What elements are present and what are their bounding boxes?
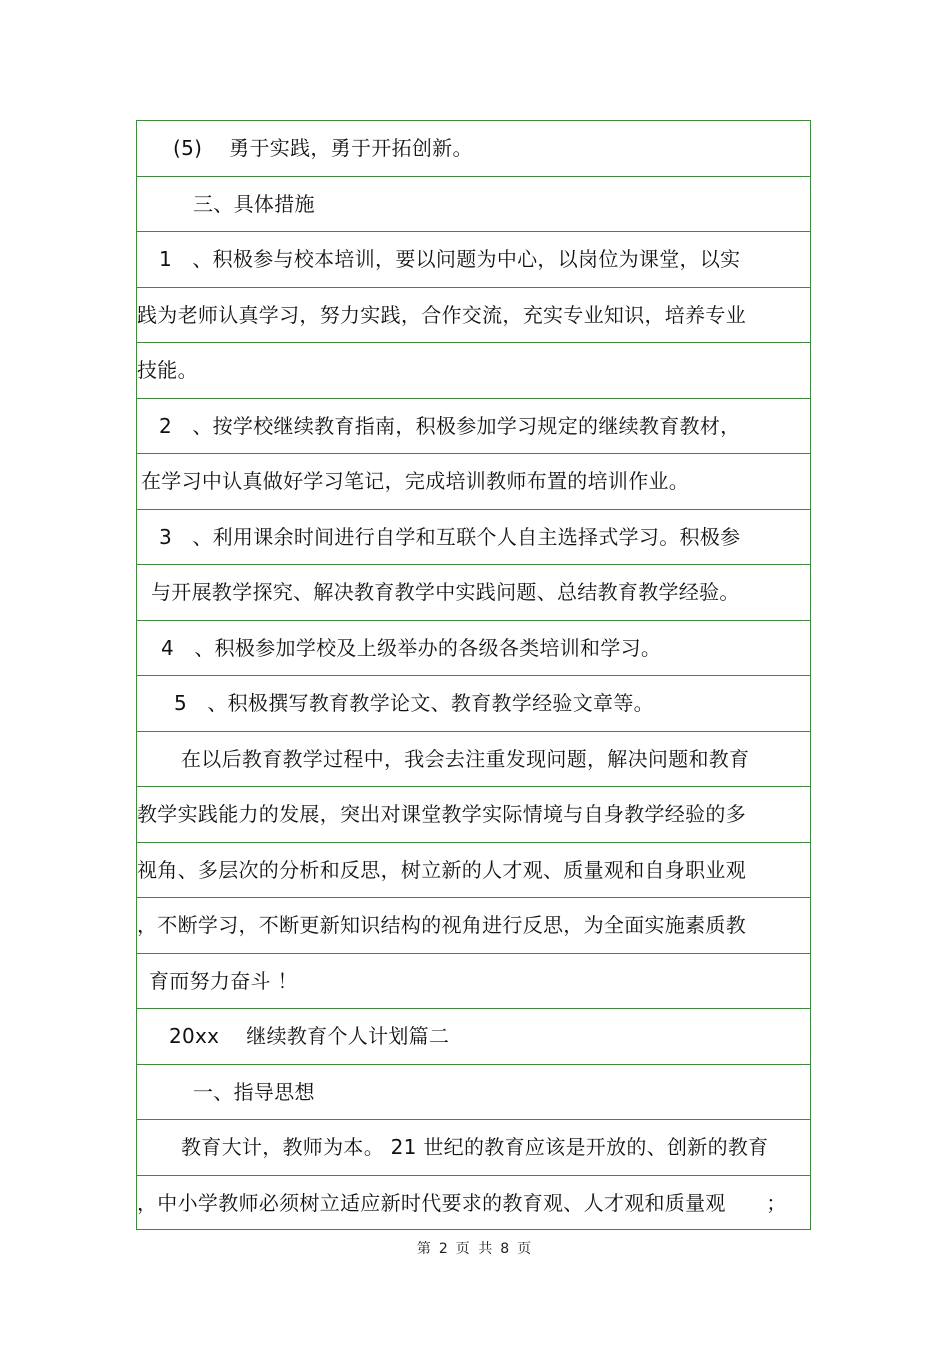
text-row	[137, 954, 810, 1010]
text-frame	[136, 120, 811, 1230]
text-row	[137, 121, 810, 177]
text-row	[137, 732, 810, 788]
text-row	[137, 565, 810, 621]
text-line: 在以后教育教学过程中，我会去注重发现问题，解决问题和教育	[181, 746, 750, 771]
text-line: 视角、多层次的分析和反思，树立新的人才观、质量观和自身职业观	[137, 857, 746, 882]
text-row	[137, 232, 810, 288]
footer-prefix: 第	[416, 1241, 433, 1257]
section-title: 20xx 继续教育个人计划篇二	[169, 1024, 450, 1048]
text-line: 技能。	[137, 358, 198, 382]
text-line: 3 、利用课余时间进行自学和互联个人自主选择式学习。积极参	[159, 524, 741, 549]
text-line: 5 、积极撰写教育教学论文、教育教学经验文章等。	[174, 691, 654, 715]
text-line: 教育大计，教师为本。 21 世纪的教育应该是开放的、创新的教育	[181, 1135, 769, 1159]
footer-middle: 页 共	[455, 1241, 495, 1257]
text-row	[137, 399, 810, 455]
text-line: 与开展教学探究、解决教育教学中实践问题、总结教育教学经验。	[151, 580, 740, 604]
text-row	[137, 676, 810, 732]
text-line: 在学习中认真做好学习笔记，完成培训教师布置的培训作业。	[141, 469, 690, 493]
text-row	[137, 1009, 810, 1065]
text-line: 4 、积极参加学校及上级举办的各级各类培训和学习。	[161, 635, 662, 660]
page-footer	[0, 1238, 950, 1258]
text-row	[137, 510, 810, 566]
text-row	[137, 1176, 810, 1232]
text-line: (5) 勇于实践，勇于开拓创新。	[173, 136, 473, 160]
text-line: ，不断学习，不断更新知识结构的视角进行反思，为全面实施素质教	[137, 913, 746, 937]
text-row	[137, 177, 810, 233]
text-line: 1 、积极参与校本培训，要以问题为中心，以岗位为课堂，以实	[159, 247, 741, 271]
text-row	[137, 898, 810, 954]
text-row	[137, 1120, 810, 1176]
text-line: 教学实践能力的发展，突出对课堂教学实际情境与自身教学经验的多	[137, 802, 746, 826]
current-page-number: 2	[438, 1241, 450, 1257]
text-row	[137, 621, 810, 677]
section-heading: 一、指导思想	[193, 1079, 315, 1104]
text-row	[137, 454, 810, 510]
text-row	[137, 787, 810, 843]
text-row	[137, 1065, 810, 1121]
text-line: 2 、按学校继续教育指南，积极参加学习规定的继续教育教材，	[159, 413, 741, 438]
text-row	[137, 288, 810, 344]
text-line: 践为老师认真学习，努力实践，合作交流，充实专业知识，培养专业	[137, 302, 746, 327]
text-line: ，中小学教师必须树立适应新时代要求的教育观、人才观和质量观 ；	[137, 1190, 787, 1215]
footer-suffix: 页	[517, 1241, 534, 1257]
text-row	[137, 843, 810, 899]
total-page-number: 8	[500, 1241, 512, 1257]
text-line: 育而努力奋斗 ！	[149, 968, 298, 993]
section-heading: 三、具体措施	[193, 191, 315, 216]
text-row	[137, 343, 810, 399]
